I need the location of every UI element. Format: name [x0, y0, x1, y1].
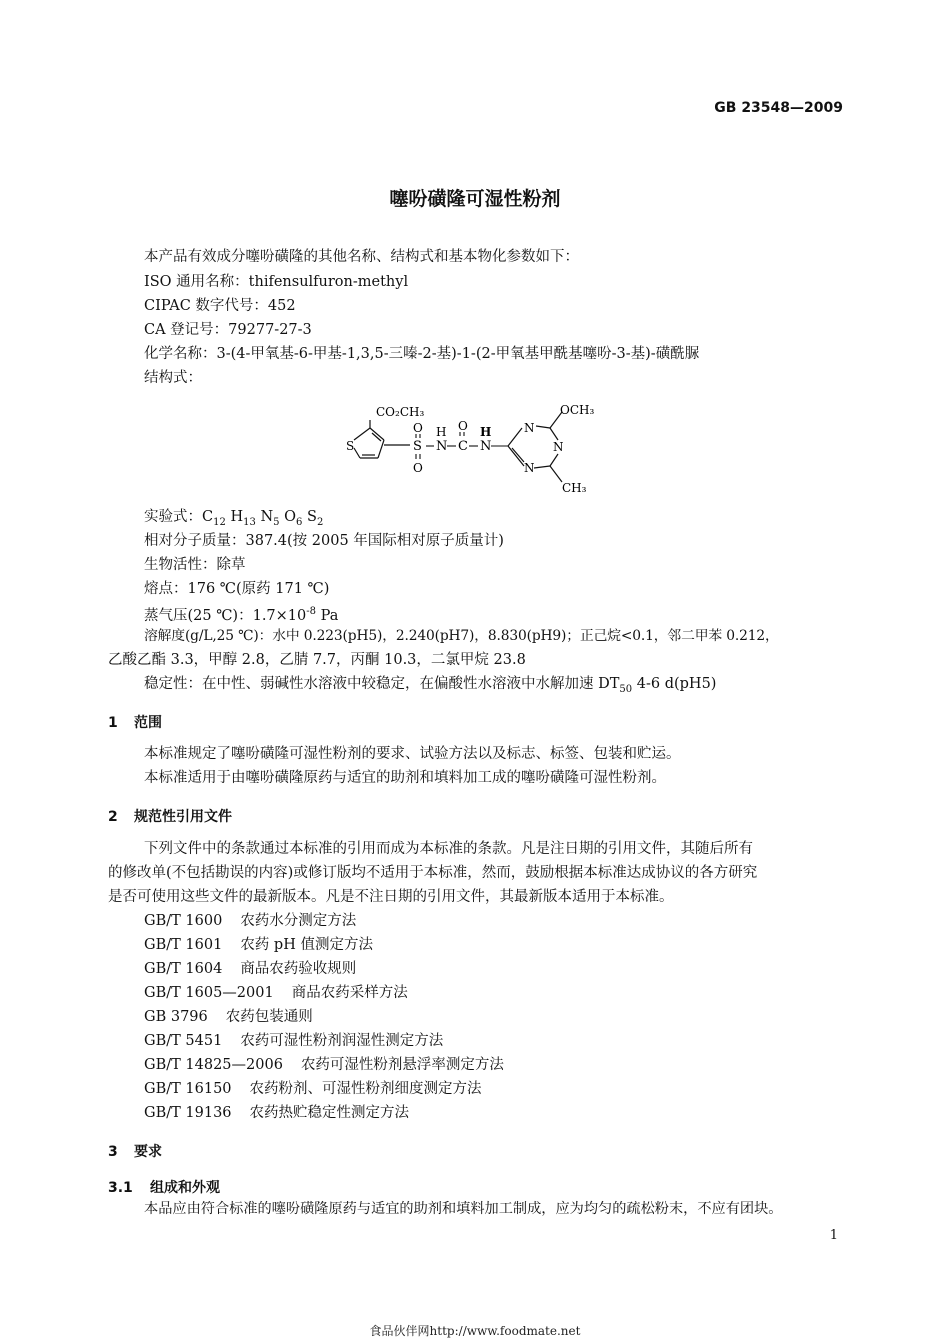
h2-label: H — [480, 425, 492, 439]
solubility-line-2: 乙酸乙酯 3.3，甲醇 2.8，乙腈 7.7，丙酮 10.3，二氯甲烷 23.8 — [108, 652, 526, 668]
triazine-n-right: N — [553, 440, 564, 454]
ref-title: 商品农药验收规则 — [240, 961, 357, 977]
section-1-title: 范围 — [134, 715, 162, 731]
ref-code: GB 3796 — [144, 1009, 208, 1025]
ref-title: 农药包装通则 — [225, 1009, 313, 1025]
vp-unit: Pa — [316, 607, 339, 624]
ref-code: GB/T 1604 — [144, 961, 223, 977]
ref-item — [144, 1007, 313, 1027]
vp-exponent: -8 — [306, 606, 317, 617]
ref-item — [144, 1079, 482, 1099]
formula-o: O — [284, 509, 297, 525]
page-title: 噻吩磺隆可湿性粉剂 — [389, 188, 561, 210]
section-2-p2: 的修改单(不包括勘误的内容)或修订版均不适用于本标准，然而，鼓励根据本标准达成协议的各方研究 — [108, 865, 758, 881]
thiophene-ring — [354, 420, 410, 458]
molecular-weight: 相对分子质量：387.4(按 2005 年国际相对原子质量计) — [144, 533, 504, 549]
ref-title: 农药粉剂、可湿性粉剂细度测定方法 — [249, 1081, 482, 1097]
stability-sub: 50 — [619, 683, 633, 695]
section-3-heading — [108, 1141, 162, 1161]
section-3-number: 3 — [108, 1144, 118, 1160]
section-3-title: 要求 — [134, 1144, 162, 1160]
ref-title: 农药可湿性粉剂润湿性测定方法 — [240, 1033, 444, 1049]
section-3-1-heading — [108, 1177, 220, 1197]
sulfonyl-o-bottom: O — [413, 461, 423, 475]
solubility-line-1: 溶解度(g/L,25 ℃)：水中 0.223(pH5)，2.240(pH7)，8.830(pH9)；正己烷<0.1，邻二甲苯 0.212， — [144, 628, 779, 644]
carbonyl-c-label: C — [458, 439, 468, 454]
ref-code: GB/T 1600 — [144, 913, 223, 929]
page-number: 1 — [829, 1228, 838, 1243]
ref-title: 商品农药采样方法 — [291, 985, 408, 1001]
section-1-p2: 本标准适用于由噻吩磺隆原药与适宜的助剂和填料加工成的噻吩磺隆可湿性粉剂。 — [144, 770, 666, 786]
vapor-pressure — [144, 602, 338, 626]
formula-c: C — [202, 509, 214, 525]
section-2-heading — [108, 806, 232, 826]
stability-text: 稳定性：在中性、弱碱性水溶液中较稳定，在偏酸性水溶液中水解加速 DT — [144, 676, 620, 692]
n2-label: N — [480, 439, 492, 454]
ref-item — [144, 1031, 443, 1051]
section-3-1-p1: 本品应由符合标准的噻吩磺隆原药与适宜的助剂和填料加工制成，应为均匀的疏松粉末，不应有团块。 — [144, 1201, 783, 1217]
ref-title: 农药可湿性粉剂悬浮率测定方法 — [300, 1057, 504, 1073]
vp-value: 蒸气压(25 ℃)：1.7×10 — [144, 607, 307, 624]
co2ch3-label: CO₂CH₃ — [376, 405, 425, 419]
section-2-number: 2 — [108, 809, 118, 825]
sulfonyl-o-top: O — [413, 421, 423, 435]
formula-h-count: 13 — [243, 516, 256, 528]
ref-code: GB/T 1601 — [144, 937, 223, 953]
section-2-p1: 下列文件中的条款通过本标准的引用而成为本标准的条款。凡是注日期的引用文件，其随后所有 — [144, 841, 753, 857]
ref-item — [144, 1055, 504, 1075]
intro-iso: ISO 通用名称：thifensulfuron-methyl — [144, 274, 409, 290]
ref-code: GB/T 16150 — [144, 1081, 232, 1097]
formula-s: S — [307, 509, 317, 525]
formula-n: N — [260, 509, 274, 525]
ref-code: GB/T 5451 — [144, 1033, 223, 1049]
section-3-1-title: 组成和外观 — [150, 1180, 220, 1196]
intro-chem-name: 化学名称：3-(4-甲氧基-6-甲基-1,3,5-三嗪-2-基)-1-(2-甲氧基甲酰基噻吩-3-基)-磺酰脲 — [144, 346, 700, 362]
formula-s-count: 2 — [316, 516, 324, 528]
intro-lead: 本产品有效成分噻吩磺隆的其他名称、结构式和基本物化参数如下： — [144, 249, 579, 265]
doc-code: GB 23548—2009 — [714, 100, 843, 116]
ch3-label: CH₃ — [562, 481, 587, 495]
h1-label: H — [436, 425, 447, 439]
ref-title: 农药热贮稳定性测定方法 — [249, 1105, 410, 1121]
formula-n-count: 5 — [273, 516, 280, 528]
n1-label: N — [436, 439, 448, 454]
intro-cipac: CIPAC 数字代号：452 — [144, 298, 296, 314]
structural-formula — [340, 398, 620, 503]
ref-title: 农药水分测定方法 — [240, 913, 357, 929]
formula-c-count: 12 — [213, 516, 226, 528]
ref-title: 农药 pH 值测定方法 — [240, 937, 373, 953]
intro-structure-label: 结构式： — [144, 370, 202, 386]
formula-o-count: 6 — [296, 516, 303, 528]
ref-item — [144, 911, 356, 931]
intro-ca: CA 登记号：79277-27-3 — [144, 322, 312, 338]
stability-value: 4-6 d(pH5) — [632, 676, 717, 692]
carbonyl-o-label: O — [458, 419, 468, 433]
footer-watermark: 食品伙伴网http://www.foodmate.net — [369, 1324, 581, 1338]
section-1-heading — [108, 712, 162, 732]
melting-point: 熔点：176 ℃(原药 171 ℃) — [144, 581, 330, 597]
section-1-p1: 本标准规定了噻吩磺隆可湿性粉剂的要求、试验方法以及标志、标签、包装和贮运。 — [144, 746, 681, 762]
bio-activity: 生物活性：除草 — [144, 557, 246, 573]
section-2-title: 规范性引用文件 — [134, 809, 232, 825]
triazine-n-bottom: N — [524, 461, 535, 475]
section-2-p3: 是否可使用这些文件的最新版本。凡是不注日期的引用文件，其最新版本适用于本标准。 — [108, 889, 674, 905]
thiophene-s-label: S — [346, 439, 355, 453]
ref-code: GB/T 19136 — [144, 1105, 232, 1121]
formula-h: H — [230, 509, 244, 525]
section-3-1-number: 3.1 — [108, 1180, 133, 1196]
ref-code: GB/T 14825—2006 — [144, 1057, 283, 1073]
ref-item — [144, 983, 408, 1003]
ref-item — [144, 959, 356, 979]
och3-label: OCH₃ — [560, 403, 595, 417]
formula-line — [144, 507, 323, 533]
triazine-n-top: N — [524, 421, 535, 435]
ref-code: GB/T 1605—2001 — [144, 985, 274, 1001]
ref-item — [144, 935, 373, 955]
sulfonyl-s-label: S — [413, 439, 422, 454]
ref-item — [144, 1103, 409, 1123]
stability — [144, 674, 716, 700]
formula-label: 实验式： — [144, 509, 202, 525]
section-1-number: 1 — [108, 715, 118, 731]
